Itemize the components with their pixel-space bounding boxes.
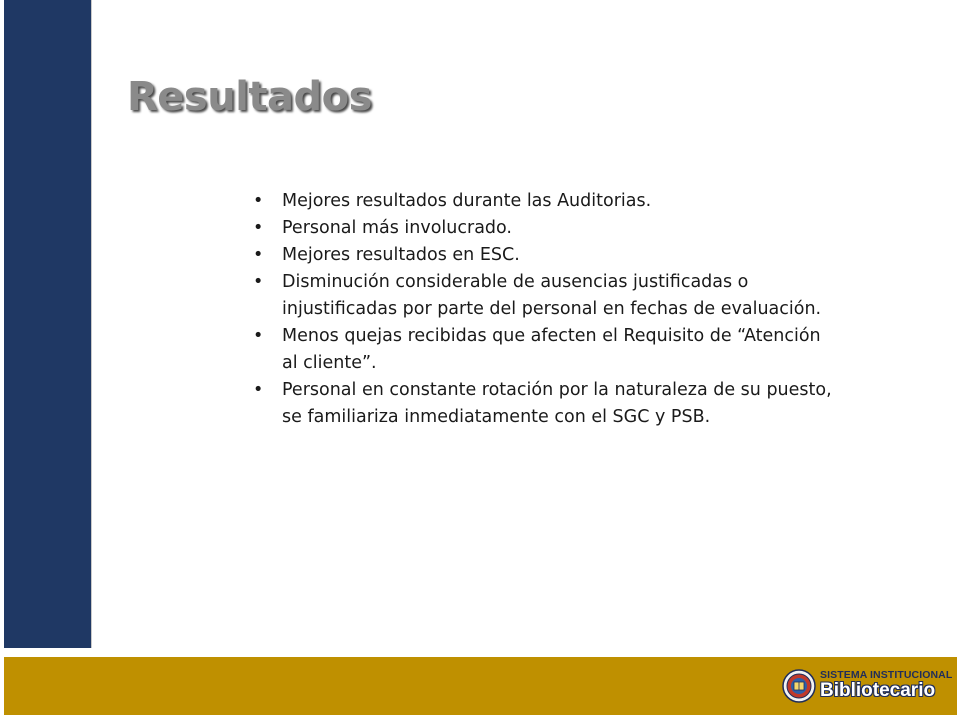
bullet-item: • Mejores resultados durante las Auditorias. [250, 188, 840, 215]
library-system-emblem-icon [782, 669, 816, 703]
bullet-item: • Mejores resultados en ESC. [250, 242, 840, 269]
left-accent-bar [4, 0, 92, 648]
bullet-item: • Disminución considerable de ausencias justificadas o injustificadas por parte del personal en fechas de evaluación. [250, 269, 840, 323]
logo-line-2: Bibliotecario [820, 680, 936, 701]
bullet-list [250, 188, 840, 431]
slide-title: Resultados [127, 74, 372, 120]
institution-logo [782, 665, 953, 707]
bullet-item: • Personal más involucrado. [250, 215, 840, 242]
logo-line-1: SISTEMA INSTITUCIONAL [820, 669, 953, 681]
bullet-item: • Personal en constante rotación por la naturaleza de su puesto, se familiariza inmediatamente con el SGC y PSB. [250, 377, 840, 431]
bullet-item: • Menos quejas recibidas que afecten el Requisito de “Atención al cliente”. [250, 323, 840, 377]
